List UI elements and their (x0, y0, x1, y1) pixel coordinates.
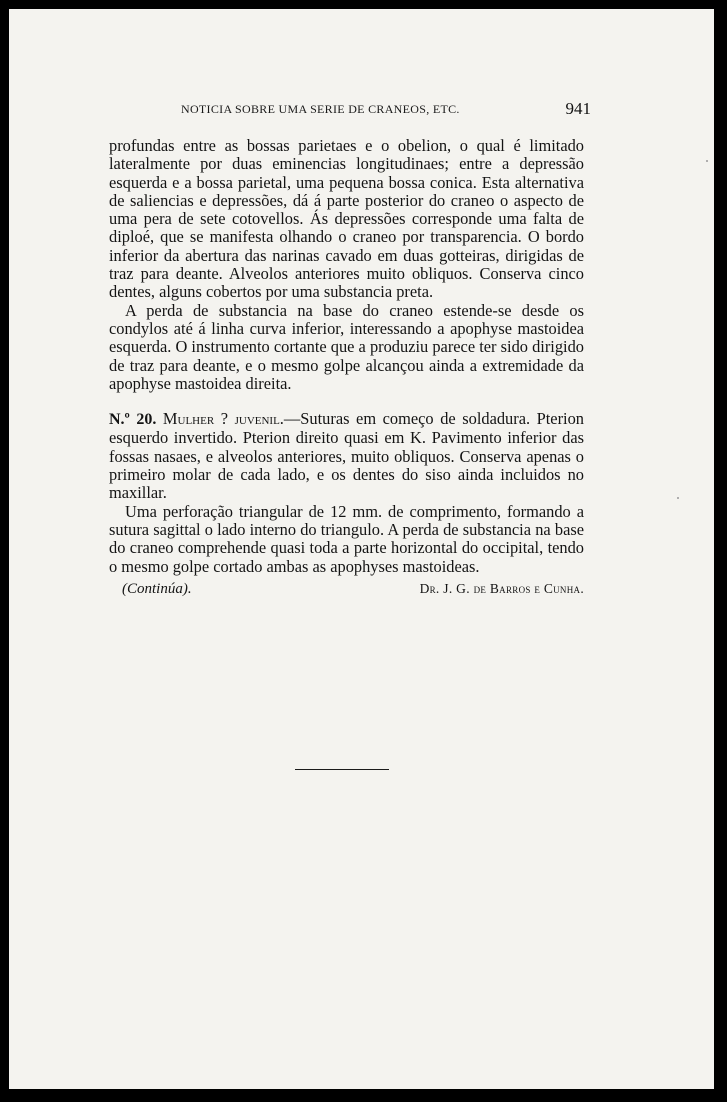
paragraph-2: A perda de substancia na base do craneo estende-se desde os condylos até á linha curva inferior, interessando a apophyse mastoidea esquerda. O instrumento cortante que a produziu parece ter sido dirigido de traz para deante, e o mesmo golpe alcançou ainda a extremidade da apophyse mastoidea direita. (109, 300, 584, 393)
page-number: 941 (565, 99, 591, 118)
continua-note: (Continúa). (122, 580, 192, 597)
author-signature: Dr. J. G. de Barros e Cunha. (419, 580, 584, 596)
entry-number: N.º 20. (109, 411, 157, 429)
paper-speck (706, 160, 708, 162)
end-rule (295, 769, 389, 770)
book-page (9, 9, 714, 1089)
entry-heading: Mulher ? juvenil. (162, 409, 284, 429)
body-text (109, 137, 584, 598)
paragraph-1: profundas entre as bossas parietaes e o obelion, o qual é limitado lateralmente por duas eminencias longitudinaes; entre a depressão esquerda e a bossa parietal, uma pequena bossa conica. Esta alternativa de saliencias e depressões, dá á parte posterior do craneo o aspecto de uma pera de sete cotovellos. Ás depressões corresponde uma falta de diploé, que se manifesta olhando o craneo por transparencia. O bordo inferior da abertura das narinas cavado em duas gotteiras, dirigidas de traz para deante. Alveolos anteriores muito obliquos. Conserva cinco dentes, alguns cobertos por uma substancia preta. (109, 136, 584, 302)
paper-speck (677, 497, 679, 499)
running-title: NOTICIA SOBRE UMA SERIE DE CRANEOS, ETC. (181, 102, 460, 116)
entry-paragraph (109, 410, 584, 502)
paragraph-4: Uma perforação triangular de 12 mm. de comprimento, formando a sutura sagittal o lado interno do triangulo. A perda de substancia na base do craneo comprehende quasi toda a parte horizontal do occipital, tendo o mesmo golpe cortado ambas as apophyses mastoideas. (109, 501, 584, 576)
signature-line (109, 580, 584, 598)
page-header (181, 99, 591, 123)
entry-text: —Suturas em começo de soldadura. Pterion esquerdo invertido. Pterion direito quasi em K. Pavimento inferior das fossas nasaes, e alveolos anteriores, muito obliquos. Conserva apenas o primeiro molar de cada lado, e os dentes do siso ainda incluidos no maxillar. (109, 409, 584, 503)
